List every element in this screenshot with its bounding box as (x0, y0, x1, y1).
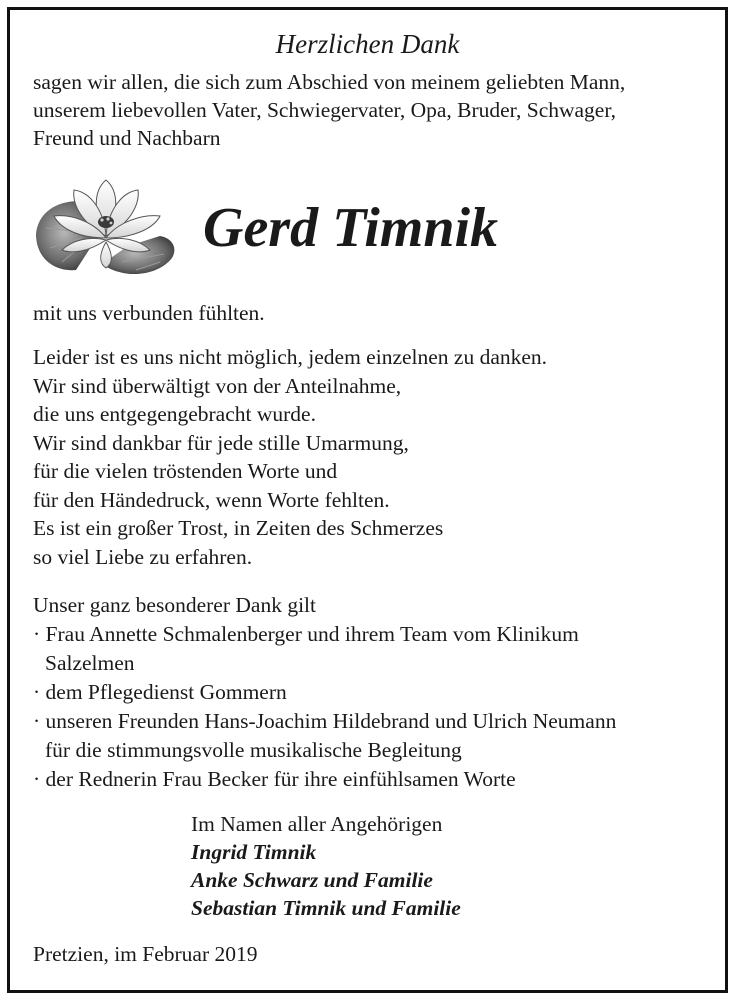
body-line: die uns entgegengebracht wurde. (33, 402, 316, 426)
water-lily-icon (32, 172, 180, 284)
thanks-item: · unseren Freunden Hans-Joachim Hildebrand und Ulrich Neumann (33, 709, 617, 733)
body-line: Wir sind überwältigt von der Anteilnahme, (33, 373, 402, 398)
special-thanks-intro: Unser ganz besonderer Dank gilt (33, 593, 316, 617)
place-date: Pretzien, im Februar 2019 (33, 942, 258, 966)
body-line: Leider ist es uns nicht möglich, jedem einzelnen zu danken. (33, 345, 548, 369)
intro-text (33, 68, 713, 152)
body-line: so viel Liebe zu erfahren. (33, 544, 253, 569)
body-line: für die vielen tröstenden Worte und (33, 459, 338, 483)
thanks-item: · der Rednerin Frau Becker für ihre einfühlsamen Worte (33, 767, 516, 791)
special-thanks (33, 591, 616, 794)
body-line: Wir sind dankbar für jede stille Umarmung, (33, 430, 409, 455)
intro-line: unserem liebevollen Vater, Schwiegervater, Opa, Bruder, Schwager, (33, 98, 617, 122)
thanks-item-continuation: für die stimmungsvolle musikalische Begleitung (45, 738, 462, 762)
thanks-item: · dem Pflegedienst Gommern (33, 680, 287, 704)
deceased-name: Gerd Timnik (203, 197, 499, 259)
body-line: für den Händedruck, wenn Worte fehlten. (33, 487, 390, 512)
thanks-item: · Frau Annette Schmalenberger und ihrem Team vom Klinikum (33, 622, 579, 646)
thanks-item-continuation: Salzelmen (45, 651, 135, 675)
body-line: Es ist ein großer Trost, in Zeiten des Schmerzes (33, 516, 444, 540)
family-member: Anke Schwarz und Familie (191, 868, 433, 892)
body-paragraph (33, 343, 547, 571)
family-member: Ingrid Timnik (191, 840, 317, 864)
connected-line: mit uns verbunden fühlten. (33, 301, 265, 325)
signoff (191, 810, 461, 922)
intro-line: sagen wir allen, die sich zum Abschied von meinem geliebten Mann, (33, 70, 626, 94)
heading: Herzlichen Dank (275, 29, 460, 59)
intro-line: Freund und Nachbarn (33, 126, 221, 150)
signoff-intro: Im Namen aller Angehörigen (191, 812, 443, 836)
family-member: Sebastian Timnik und Familie (191, 896, 461, 920)
